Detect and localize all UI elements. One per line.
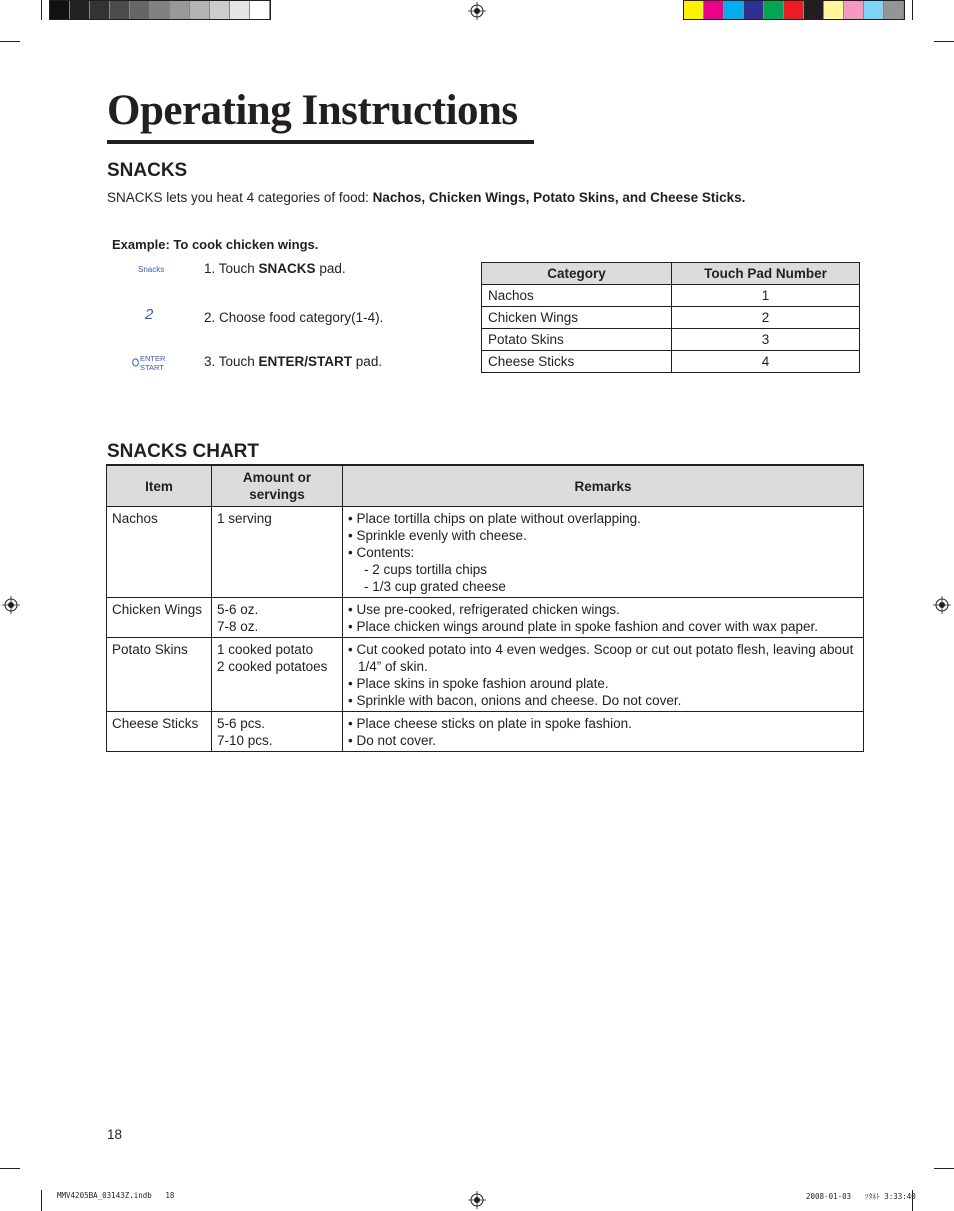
snacks-chart-table [106, 464, 864, 752]
color-swatch [744, 1, 764, 19]
step-text: 3. Touch [204, 354, 259, 369]
step-text: pad. [352, 354, 383, 369]
crop-mark [41, 1190, 42, 1211]
table-row [482, 329, 860, 351]
registration-mark-icon [468, 2, 486, 20]
gray-swatch [190, 1, 210, 19]
start-symbol-icon [132, 358, 139, 367]
amount-cell [212, 712, 343, 752]
pad-number-cell: 1 [672, 285, 860, 307]
number-2-pad-icon: 2 [145, 306, 154, 323]
remark-line: • Sprinkle with bacon, onions and cheese. Do not cover. [348, 693, 682, 708]
remark-line: • Place cheese sticks on plate in spoke fashion. [348, 716, 632, 731]
gray-swatch [150, 1, 170, 19]
category-header: Category [482, 263, 672, 285]
contents-line: - 1/3 cup grated cheese [364, 579, 506, 594]
crop-mark [0, 1168, 20, 1169]
page-title: Operating Instructions [107, 87, 518, 134]
step-text: pad. [315, 261, 346, 276]
crop-mark [41, 0, 42, 20]
color-swatch [724, 1, 744, 19]
amount-line: 5-6 pcs. [217, 716, 266, 731]
page-number: 18 [107, 1127, 123, 1142]
print-slug-date: 2008-01-03 ｿﾀﾈﾄ 3:33:40 [806, 1192, 916, 1201]
pad-number-cell: 4 [672, 351, 860, 373]
gray-swatch [130, 1, 150, 19]
title-underline [107, 140, 534, 144]
snacks-pad-icon: Snacks [138, 265, 165, 274]
color-swatch [864, 1, 884, 19]
color-swatch [684, 1, 704, 19]
step-text: 2. Choose food category(1-4). [204, 310, 384, 325]
item-cell: Potato Skins [107, 638, 212, 712]
remarks-cell [343, 638, 864, 712]
category-cell: Nachos [482, 285, 672, 307]
color-swatch [704, 1, 724, 19]
gray-swatch [170, 1, 190, 19]
category-cell: Potato Skins [482, 329, 672, 351]
intro-food-list: Nachos, Chicken Wings, Potato Skins, and Cheese Sticks. [372, 190, 746, 205]
item-cell: Nachos [107, 507, 212, 598]
registration-mark-icon [2, 596, 20, 614]
step-bold: ENTER/START [258, 354, 353, 369]
category-cell: Chicken Wings [482, 307, 672, 329]
step-1 [204, 261, 346, 276]
crop-mark [912, 0, 913, 20]
table-row [107, 712, 864, 752]
registration-mark-icon [468, 1191, 486, 1209]
remark-line: • Cut cooked potato into 4 even wedges. Scoop or cut out potato flesh, leaving about 1/4” of skin. [348, 642, 854, 674]
remark-line: • Place skins in spoke fashion around plate. [348, 676, 609, 691]
remarks-header: Remarks [343, 465, 864, 507]
touch-pad-number-header: Touch Pad Number [672, 263, 860, 285]
snacks-intro [107, 190, 745, 205]
table-row [482, 285, 860, 307]
remark-line: • Contents: [348, 545, 415, 560]
gray-swatch [70, 1, 90, 19]
remark-line: • Sprinkle evenly with cheese. [348, 528, 527, 543]
item-header: Item [107, 465, 212, 507]
color-swatch [804, 1, 824, 19]
step-bold: SNACKS [258, 261, 316, 276]
gray-calibration-bar [49, 0, 271, 20]
table-row [482, 351, 860, 373]
amount-line: 7-8 oz. [217, 619, 259, 634]
snacks-chart-heading: SNACKS CHART [107, 441, 259, 462]
amount-line: 1 serving [217, 511, 272, 526]
color-swatch [764, 1, 784, 19]
category-table [481, 262, 860, 373]
step-3 [204, 354, 382, 369]
enter-start-pad-icon [132, 354, 172, 374]
pad-number-cell: 2 [672, 307, 860, 329]
step-2 [204, 310, 383, 325]
remarks-cell [343, 598, 864, 638]
snacks-heading: SNACKS [107, 160, 188, 181]
category-cell: Cheese Sticks [482, 351, 672, 373]
remark-line: • Place chicken wings around plate in spoke fashion and cover with wax paper. [348, 619, 819, 634]
example-caption: Example: To cook chicken wings. [112, 237, 319, 252]
remarks-cell [343, 507, 864, 598]
table-row [107, 598, 864, 638]
amount-line: 2 cooked potatoes [217, 659, 328, 674]
remark-line: • Place tortilla chips on plate without overlapping. [348, 511, 641, 526]
gray-swatch [110, 1, 130, 19]
registration-mark-icon [933, 596, 951, 614]
amount-line: 1 cooked potato [217, 642, 314, 657]
contents-line: - 2 cups tortilla chips [364, 562, 488, 577]
amount-cell [212, 598, 343, 638]
table-row [107, 638, 864, 712]
color-calibration-bar [683, 0, 905, 20]
item-cell: Cheese Sticks [107, 712, 212, 752]
gray-swatch [230, 1, 250, 19]
crop-mark [934, 1168, 954, 1169]
print-slug-file: MMV4205BA_03143Z.indb 18 [57, 1191, 175, 1200]
amount-header: Amount or servings [212, 465, 343, 507]
item-cell: Chicken Wings [107, 598, 212, 638]
intro-text: SNACKS lets you heat 4 categories of food: [107, 190, 373, 205]
amount-line: 7-10 pcs. [217, 733, 273, 748]
remarks-cell [343, 712, 864, 752]
pad-number-cell: 3 [672, 329, 860, 351]
amount-cell [212, 507, 343, 598]
color-swatch [824, 1, 844, 19]
start-label: START [140, 363, 164, 372]
gray-swatch [250, 1, 270, 19]
step-text: 1. Touch [204, 261, 259, 276]
gray-swatch [50, 1, 70, 19]
gray-swatch [210, 1, 230, 19]
remark-line: • Do not cover. [348, 733, 437, 748]
color-swatch [784, 1, 804, 19]
crop-mark [0, 41, 20, 42]
remark-line: • Use pre-cooked, refrigerated chicken wings. [348, 602, 620, 617]
enter-label: ENTER [140, 354, 166, 363]
color-swatch [884, 1, 904, 19]
table-row [482, 307, 860, 329]
amount-cell [212, 638, 343, 712]
crop-mark [934, 41, 954, 42]
color-swatch [844, 1, 864, 19]
amount-line: 5-6 oz. [217, 602, 259, 617]
gray-swatch [90, 1, 110, 19]
table-row [107, 507, 864, 598]
